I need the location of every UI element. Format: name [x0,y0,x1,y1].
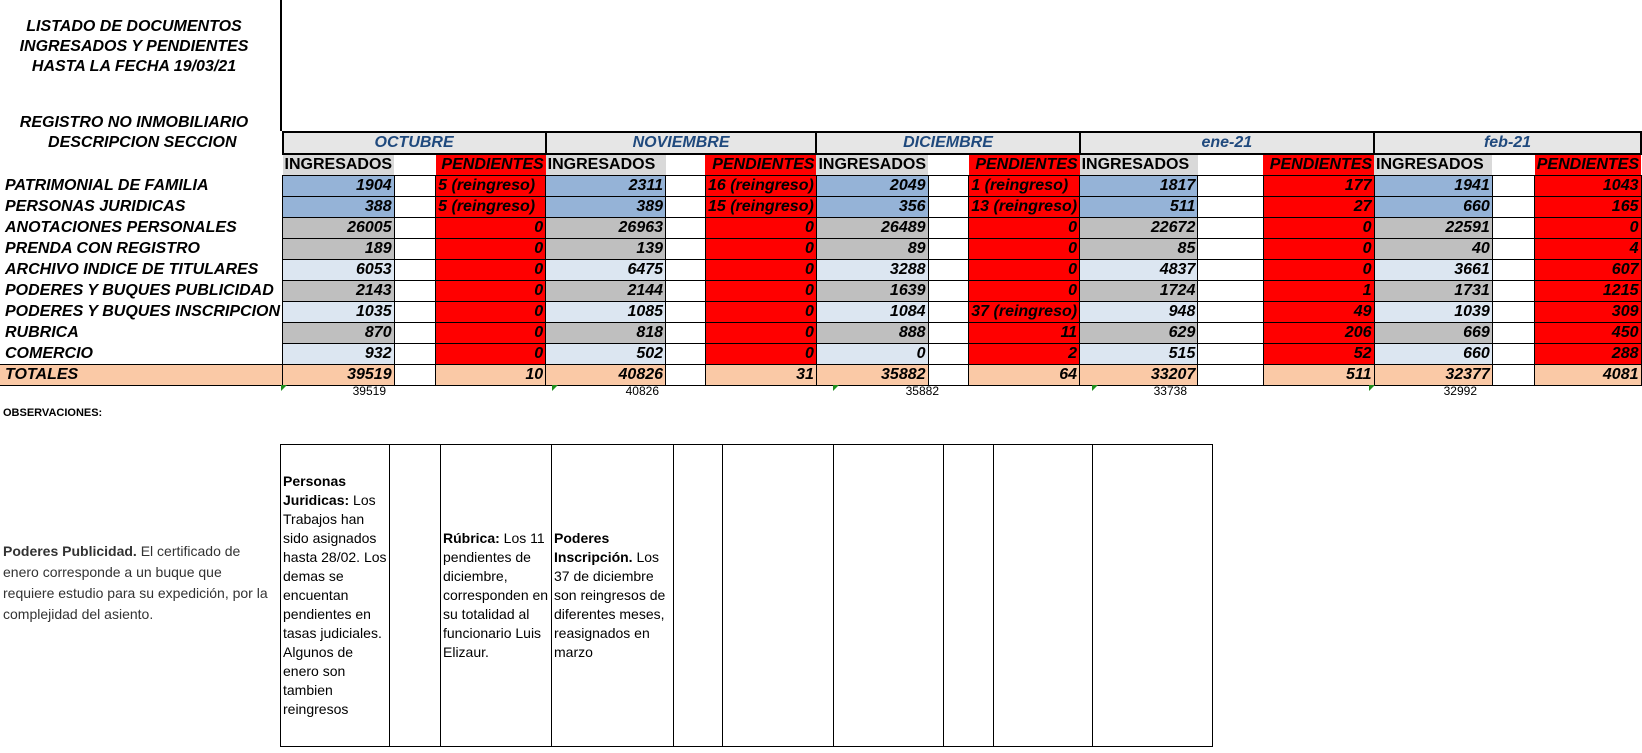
blank-cell [394,281,436,302]
table-row [0,176,1641,197]
check-total: 35882 [905,384,939,398]
blank-cell [666,281,706,302]
pendientes-cell: 49 [1263,302,1374,323]
total-ingresados: 32377 [1374,365,1492,386]
month-header: ene-21 [1080,132,1374,154]
table-row [0,302,1641,323]
report-title [0,17,268,77]
check-total: 40826 [625,384,659,398]
blank-cell [1198,281,1263,302]
pendientes-cell: 52 [1263,344,1374,365]
pendientes-cell: 0 [436,239,546,260]
blank-cell [928,365,969,386]
observaciones-label: OBSERVACIONES: [3,407,103,419]
table-row [0,260,1641,281]
total-pendientes: 31 [705,365,816,386]
blank-cell [1492,260,1534,281]
blank-cell [394,260,436,281]
month-header: NOVIEMBRE [546,132,817,154]
pendientes-cell: 16 (reingreso) [705,176,816,197]
pendientes-cell: 27 [1263,197,1374,218]
pendientes-cell: 0 [705,344,816,365]
pendientes-cell: 0 [705,323,816,344]
section-label: PRENDA CON REGISTRO [5,240,200,257]
blank-cell [1492,197,1534,218]
ingresados-cell: 669 [1374,323,1492,344]
pendientes-cell: 2 [969,344,1080,365]
section-label: PODERES Y BUQUES INSCRIPCION [5,303,281,320]
ingresados-cell: 888 [816,323,928,344]
blank-cell [1492,365,1534,386]
ingresados-cell: 2144 [546,281,666,302]
pendientes-cell: 11 [969,323,1080,344]
pendientes-cell: 5 (reingreso) [436,176,546,197]
pendientes-cell: 309 [1535,302,1641,323]
blank-cell [1492,344,1534,365]
blank-cell [928,281,969,302]
month-header: OCTUBRE [283,132,546,154]
ingresados-cell: 2311 [546,176,666,197]
ingresados-cell: 139 [546,239,666,260]
note-bold: Rúbrica: [443,530,500,546]
blank-cell [666,239,706,260]
descripcion-header: DESCRIPCION SECCION [48,134,237,151]
note-bold: Poderes Inscripción. [554,530,633,565]
blank-cell [394,344,436,365]
blank-cell [394,218,436,239]
blank-cell [928,260,969,281]
ingresados-cell: 89 [816,239,928,260]
blank-cell [1198,176,1263,197]
blank-cell [1198,344,1263,365]
ingresados-cell: 2143 [283,281,395,302]
ingresados-cell: 85 [1080,239,1198,260]
pendientes-cell: 0 [705,302,816,323]
empty-cell [723,445,834,747]
total-ingresados: 35882 [816,365,928,386]
total-pendientes: 64 [969,365,1080,386]
table-row [0,197,1641,218]
title-line: LISTADO DE DOCUMENTOS [26,18,242,35]
ingresados-cell: 660 [1374,197,1492,218]
section-label: PATRIMONIAL DE FAMILIA [5,177,209,194]
pendientes-cell: 0 [436,344,546,365]
empty-cell [944,445,994,747]
ingresados-cell: 389 [546,197,666,218]
pendientes-cell: 0 [705,239,816,260]
empty-cell [1093,445,1213,747]
blank-cell [666,365,706,386]
blank-cell [1198,302,1263,323]
pendientes-cell: 0 [969,281,1080,302]
totals-row [0,365,1641,386]
pendientes-cell: 0 [1263,260,1374,281]
ingresados-header: INGRESADOS [816,154,928,176]
ingresados-cell: 6475 [546,260,666,281]
blank-cell [1492,154,1534,176]
blank-cell [666,218,706,239]
section-label: PERSONAS JURIDICAS [5,198,186,215]
section-label: PODERES Y BUQUES PUBLICIDAD [5,282,274,299]
pendientes-cell: 288 [1535,344,1641,365]
poderes-note [3,541,269,625]
note-bold: Personas Juridicas: [283,473,350,508]
totals-label: TOTALES [0,365,283,386]
section-label: COMERCIO [5,344,93,362]
ingresados-cell: 6053 [283,260,395,281]
ingresados-cell: 818 [546,323,666,344]
ingresados-cell: 1941 [1374,176,1492,197]
pendientes-cell: 1 [1263,281,1374,302]
note-cell [441,445,552,747]
blank-cell [394,154,436,176]
ingresados-cell: 189 [283,239,395,260]
title-line: INGRESADOS Y PENDIENTES [19,38,249,55]
pendientes-cell: 0 [969,260,1080,281]
pendientes-cell: 450 [1535,323,1641,344]
month-header: feb-21 [1374,132,1641,154]
month-header: DICIEMBRE [816,132,1079,154]
pendientes-cell: 4 [1535,239,1641,260]
ingresados-cell: 511 [1080,197,1198,218]
table-row [0,239,1641,260]
note-text: El certificado de enero corresponde a un buque que requiere estudio para su expedición, por la complejidad del asiento. [3,543,268,622]
empty-cell [390,445,441,747]
note-cell [552,445,674,747]
ingresados-header: INGRESADOS [546,154,666,176]
ingresados-cell: 1084 [816,302,928,323]
blank-cell [0,154,283,176]
ingresados-cell: 26005 [283,218,395,239]
blank-cell [394,197,436,218]
section-label: ARCHIVO INDICE DE TITULARES [5,261,259,278]
check-total: 32992 [1443,384,1477,398]
ingresados-cell: 3661 [1374,260,1492,281]
section-label: ANOTACIONES PERSONALES [5,219,237,236]
blank-cell [1198,323,1263,344]
ingresados-cell: 1035 [283,302,395,323]
check-total: 39519 [352,384,386,398]
pendientes-cell: 165 [1535,197,1641,218]
divider [280,0,282,131]
total-pendientes: 10 [436,365,546,386]
blank-cell [394,365,436,386]
pendientes-cell: 5 (reingreso) [436,197,546,218]
blank-cell [928,197,969,218]
pendientes-cell: 37 (reingreso) [969,302,1080,323]
blank-cell [666,323,706,344]
blank-cell [1198,197,1263,218]
blank-cell [1198,218,1263,239]
blank-cell [1198,260,1263,281]
total-ingresados: 39519 [283,365,395,386]
blank-cell [1492,323,1534,344]
note-bold: Poderes Publicidad. [3,543,137,559]
pendientes-cell: 0 [705,218,816,239]
ingresados-cell: 0 [816,344,928,365]
total-pendientes: 4081 [1535,365,1641,386]
blank-cell [394,176,436,197]
check-total: 33738 [1153,384,1187,398]
table-row [0,344,1641,365]
pendientes-cell: 15 (reingreso) [705,197,816,218]
pendientes-cell: 0 [1263,218,1374,239]
pendientes-cell: 177 [1263,176,1374,197]
ingresados-cell: 22591 [1374,218,1492,239]
pendientes-header: PENDIENTES [705,154,816,176]
pendientes-cell: 0 [436,260,546,281]
pendientes-header: PENDIENTES [969,154,1080,176]
blank-cell [666,176,706,197]
title-line: HASTA LA FECHA 19/03/21 [31,58,237,75]
note-text: Los Trabajos han sido asignados hasta 28/02. Los demas se encuentan pendientes en tasas judiciales. Algunos de enero son tambien reingresos [283,492,387,717]
pendientes-cell: 0 [436,218,546,239]
subheader-row [0,154,1641,176]
ingresados-cell: 1085 [546,302,666,323]
ingresados-cell: 388 [283,197,395,218]
blank-cell [1198,154,1263,176]
pendientes-cell: 0 [436,281,546,302]
empty-cell [834,445,944,747]
total-pendientes: 511 [1263,365,1374,386]
note-text: Los 37 de diciembre son reingresos de diferentes meses, reasignados en marzo [554,549,666,660]
pendientes-cell: 1215 [1535,281,1641,302]
pendientes-cell: 607 [1535,260,1641,281]
pendientes-cell: 0 [705,260,816,281]
blank-cell [1492,302,1534,323]
blank-cell [1198,365,1263,386]
month-header-row [0,132,1641,154]
pendientes-header: PENDIENTES [436,154,546,176]
notes-table [280,444,1213,747]
ingresados-cell: 932 [283,344,395,365]
ingresados-cell: 22672 [1080,218,1198,239]
ingresados-header: INGRESADOS [1374,154,1492,176]
blank-cell [1492,239,1534,260]
blank-cell [928,176,969,197]
note-cell [281,445,390,747]
blank-cell [666,260,706,281]
blank-cell [928,154,969,176]
ingresados-cell: 2049 [816,176,928,197]
blank-cell [394,302,436,323]
pendientes-cell: 13 (reingreso) [969,197,1080,218]
ingresados-cell: 3288 [816,260,928,281]
blank-cell [928,302,969,323]
pendientes-cell: 1043 [1535,176,1641,197]
pendientes-cell: 206 [1263,323,1374,344]
pendientes-header: PENDIENTES [1535,154,1641,176]
blank-cell [1492,176,1534,197]
pendientes-cell: 0 [436,323,546,344]
data-table [0,131,1642,386]
ingresados-cell: 629 [1080,323,1198,344]
ingresados-cell: 948 [1080,302,1198,323]
ingresados-cell: 1724 [1080,281,1198,302]
ingresados-cell: 1039 [1374,302,1492,323]
pendientes-cell: 0 [436,302,546,323]
ingresados-cell: 502 [546,344,666,365]
blank-cell [928,344,969,365]
section-label: RUBRICA [5,324,79,341]
ingresados-header: INGRESADOS [1080,154,1198,176]
empty-cell [674,445,723,747]
ingresados-cell: 40 [1374,239,1492,260]
blank-cell [1492,218,1534,239]
ingresados-cell: 1639 [816,281,928,302]
ingresados-cell: 515 [1080,344,1198,365]
blank-cell [666,154,706,176]
pendientes-cell: 0 [969,239,1080,260]
ingresados-cell: 26963 [546,218,666,239]
table-row [0,218,1641,239]
pendientes-header: PENDIENTES [1263,154,1374,176]
pendientes-cell: 0 [969,218,1080,239]
ingresados-cell: 356 [816,197,928,218]
blank-cell [928,323,969,344]
note-text: Los 11 pendientes de diciembre, corresponden en su totalidad al funcionario Luis Elizaur. [443,530,549,660]
blank-cell [1492,281,1534,302]
table-row [0,323,1641,344]
ingresados-cell: 660 [1374,344,1492,365]
pendientes-cell: 0 [1263,239,1374,260]
ingresados-cell: 1731 [1374,281,1492,302]
table-row [0,281,1641,302]
blank-cell [666,197,706,218]
ingresados-cell: 870 [283,323,395,344]
pendientes-cell: 0 [1535,218,1641,239]
blank-cell [394,239,436,260]
ingresados-header: INGRESADOS [283,154,395,176]
blank-cell [394,323,436,344]
blank-cell [1198,239,1263,260]
blank-cell [666,302,706,323]
pendientes-cell: 1 (reingreso) [969,176,1080,197]
empty-cell [994,445,1093,747]
total-ingresados: 33207 [1080,365,1198,386]
pendientes-cell: 0 [705,281,816,302]
total-ingresados: 40826 [546,365,666,386]
ingresados-cell: 1817 [1080,176,1198,197]
ingresados-cell: 26489 [816,218,928,239]
blank-cell [928,218,969,239]
registro-label: REGISTRO NO INMOBILIARIO [19,114,249,131]
blank-cell [666,344,706,365]
blank-cell [928,239,969,260]
ingresados-cell: 1904 [283,176,395,197]
ingresados-cell: 4837 [1080,260,1198,281]
